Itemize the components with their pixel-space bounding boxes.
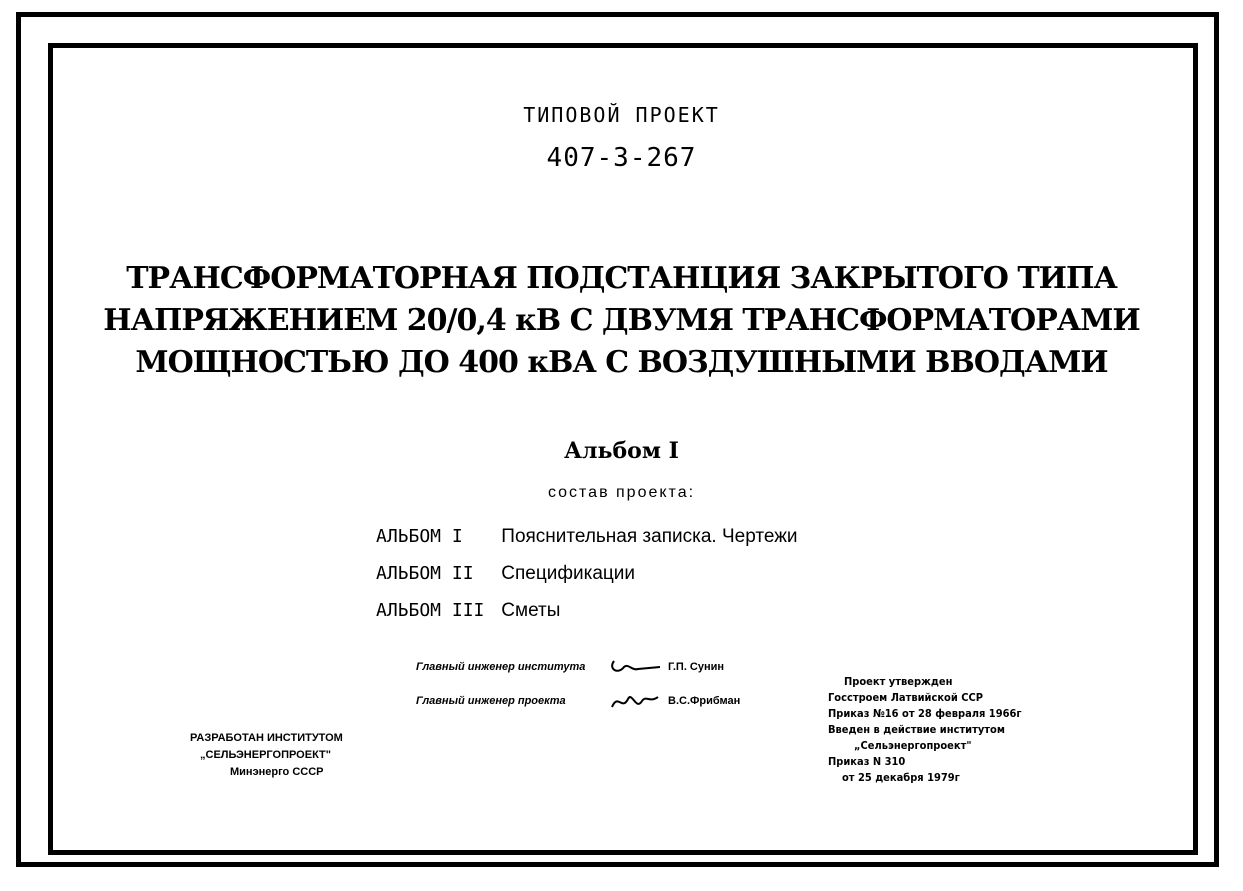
album-item [376,592,798,629]
approval-line: Введен в действие институтом [828,723,1005,736]
approval-line: от 25 декабря 1979г [842,771,960,784]
approval-line: „Сельэнергопроект" [854,739,972,752]
developer-line: „СЕЛЬЭНЕРГОПРОЕКТ" [200,749,331,761]
album-item-description: Спецификации [501,563,636,584]
signature-role: Главный инженер института [416,661,586,673]
album-list [376,518,798,629]
project-type-label: ТИПОВОЙ ПРОЕКТ [523,103,720,127]
album-item-description: Сметы [501,600,561,621]
approval-line: Приказ №16 от 28 февраля 1966г [828,707,1022,720]
title-line-3: МОЩНОСТЬЮ ДО 400 кВА С ВОЗДУШНЫМИ ВВОДАМИ [135,345,1108,380]
document-title [0,258,1243,384]
album-item-description: Пояснительная записка. Чертежи [501,526,798,547]
approval-line: Госстроем Латвийской ССР [828,691,983,704]
project-number: 407-3-267 [546,143,697,173]
album-heading: Альбом I [564,438,679,464]
approval-block [828,674,1022,786]
signature-block [416,650,740,718]
album-item-name: АЛЬБОМ II [376,563,474,584]
album-item [376,518,798,555]
developer-line: РАЗРАБОТАН ИНСТИТУТОМ [190,732,343,744]
album-item-name: АЛЬБОМ I [376,526,463,547]
signature-name: Г.П. Сунин [668,661,725,673]
signature-row [416,684,740,718]
album-item-name: АЛЬБОМ III [376,600,485,621]
approval-line: Проект утвержден [844,675,953,688]
signature-mark [608,655,664,679]
approval-line: Приказ N 310 [828,755,906,768]
developer-line: Минэнерго СССР [230,766,324,778]
composition-label: состав проекта: [547,484,696,501]
developer-block [190,730,343,781]
album-item [376,555,798,592]
signature-row [416,650,740,684]
signature-name: В.С.Фрибман [668,695,741,707]
signature-mark [608,689,664,713]
signature-role: Главный инженер проекта [416,695,566,707]
title-line-1: ТРАНСФОРМАТОРНАЯ ПОДСТАНЦИЯ ЗАКРЫТОГО ТИПА [126,261,1117,296]
title-line-2: НАПРЯЖЕНИЕМ 20/0,4 кВ С ДВУМЯ ТРАНСФОРМАТОРАМИ [103,303,1140,338]
